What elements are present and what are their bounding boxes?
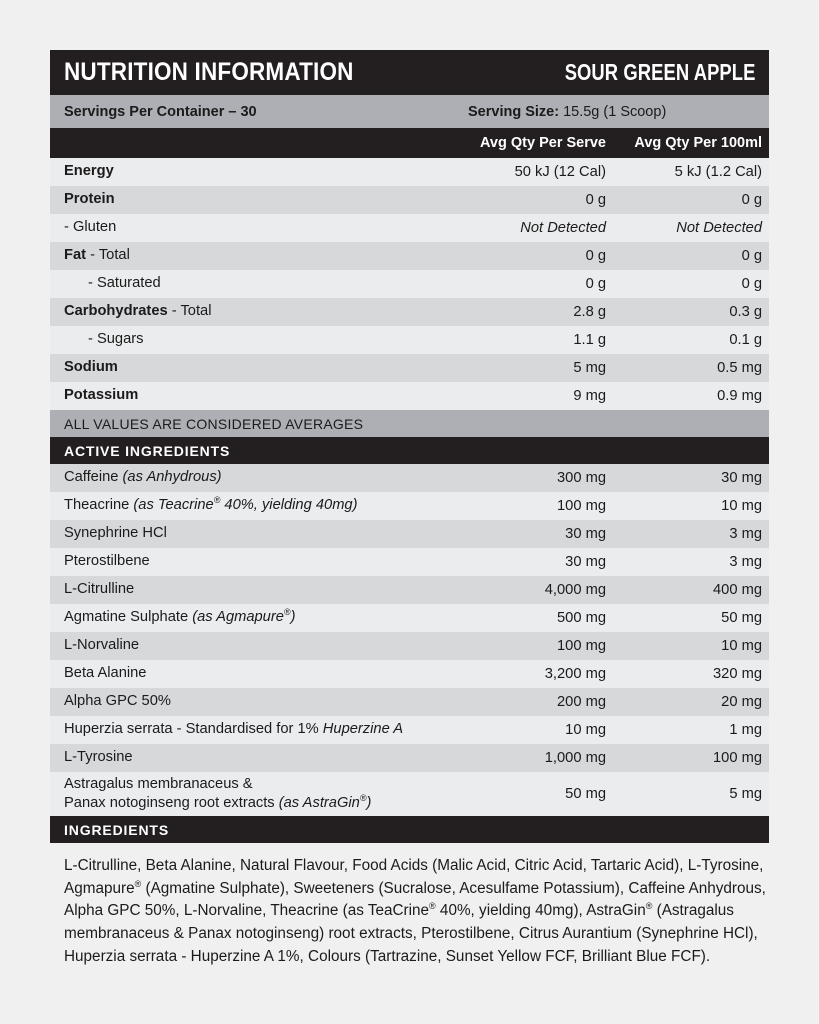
- table-row: [50, 660, 769, 688]
- ingredient-label: Synephrine HCl: [64, 525, 167, 542]
- table-row: [50, 270, 769, 298]
- ingredient-label: L-Tyrosine: [64, 749, 133, 766]
- value-per-serve: 2.8 g: [573, 304, 606, 320]
- value-per-serve: Not Detected: [520, 220, 606, 236]
- servings-band: [50, 95, 769, 128]
- table-row: [50, 604, 769, 632]
- ingredient-label: Theacrine (as Teacrine® 40%, yielding 40mg): [64, 495, 358, 514]
- value-per-100ml: 5 kJ (1.2 Cal): [674, 164, 762, 180]
- table-row: [50, 520, 769, 548]
- value-per-100ml: 3 mg: [729, 526, 762, 542]
- value-per-serve: 1.1 g: [573, 332, 606, 348]
- value-per-100ml: 30 mg: [721, 470, 762, 486]
- value-per-serve: 30 mg: [565, 554, 606, 570]
- column-header-per-100ml: Avg Qty Per 100ml: [634, 135, 762, 151]
- ingredient-label: Caffeine (as Anhydrous): [64, 469, 222, 486]
- value-per-100ml: 1 mg: [729, 722, 762, 738]
- value-per-serve: 30 mg: [565, 526, 606, 542]
- nutrient-label: Sodium: [64, 359, 118, 376]
- nutrient-label: Carbohydrates - Total: [64, 303, 212, 320]
- active-ingredient-rows: [50, 464, 769, 816]
- value-per-serve: 4,000 mg: [544, 582, 606, 598]
- panel-header: [50, 50, 769, 95]
- value-per-100ml: 320 mg: [713, 666, 762, 682]
- value-per-100ml: 10 mg: [721, 498, 762, 514]
- table-row: [50, 576, 769, 604]
- value-per-100ml: 100 mg: [713, 750, 762, 766]
- value-per-serve: 10 mg: [565, 722, 606, 738]
- ingredient-label: L-Citrulline: [64, 581, 135, 598]
- value-per-serve: 50 mg: [565, 786, 606, 802]
- value-per-serve: 0 g: [585, 276, 606, 292]
- table-row: [50, 744, 769, 772]
- nutrient-label: Protein: [64, 191, 115, 208]
- flavour-label: SOUR GREEN APPLE: [564, 59, 755, 85]
- servings-per-container: Servings Per Container – 30: [64, 103, 257, 120]
- table-row: [50, 298, 769, 326]
- value-per-serve: 0 g: [585, 192, 606, 208]
- table-row: [50, 158, 769, 186]
- ingredient-label: Beta Alanine: [64, 665, 147, 682]
- ingredient-label: Astragalus membranaceus & Panax notoginseng root extracts (as AstraGin®): [64, 775, 372, 811]
- nutrient-label: - Sugars: [88, 331, 144, 348]
- value-per-serve: 300 mg: [557, 470, 606, 486]
- value-per-serve: 0 g: [585, 248, 606, 264]
- table-row: [50, 214, 769, 242]
- value-per-serve: 500 mg: [557, 610, 606, 626]
- table-row: [50, 464, 769, 492]
- table-row: [50, 382, 769, 410]
- table-row: [50, 772, 769, 816]
- ingredient-label: Agmatine Sulphate (as Agmapure®): [64, 607, 296, 626]
- value-per-serve: 3,200 mg: [544, 666, 606, 682]
- serving-size-value: 15.5g (1 Scoop): [559, 103, 667, 120]
- table-row: [50, 548, 769, 576]
- column-header-per-serve: Avg Qty Per Serve: [480, 135, 606, 151]
- nutrition-information-panel: [50, 50, 769, 968]
- ingredient-label: Huperzia serrata - Standardised for 1% Huperzine A: [64, 721, 404, 738]
- ingredient-label: L-Norvaline: [64, 637, 140, 654]
- value-per-100ml: 3 mg: [729, 554, 762, 570]
- ingredient-label: Alpha GPC 50%: [64, 693, 171, 710]
- value-per-100ml: 5 mg: [729, 786, 762, 802]
- table-row: [50, 354, 769, 382]
- value-per-serve: 100 mg: [557, 498, 606, 514]
- value-per-serve: 50 kJ (12 Cal): [514, 164, 606, 180]
- table-row: [50, 632, 769, 660]
- nutrient-label: Fat - Total: [64, 247, 130, 264]
- nutrient-label: Energy: [64, 163, 114, 180]
- value-per-100ml: 0.5 mg: [717, 360, 762, 376]
- nutrition-rows: [50, 158, 769, 410]
- value-per-100ml: 0 g: [741, 276, 762, 292]
- active-ingredients-header: ACTIVE INGREDIENTS: [50, 437, 769, 464]
- serving-size: [468, 104, 666, 120]
- page-title: NUTRITION INFORMATION: [64, 58, 354, 86]
- value-per-serve: 9 mg: [573, 388, 606, 404]
- value-per-serve: 100 mg: [557, 638, 606, 654]
- table-row: [50, 716, 769, 744]
- value-per-100ml: 10 mg: [721, 638, 762, 654]
- table-row: [50, 326, 769, 354]
- nutrient-label: - Saturated: [88, 275, 161, 292]
- value-per-100ml: 0.9 mg: [717, 388, 762, 404]
- nutrient-label: - Gluten: [64, 219, 117, 236]
- value-per-100ml: 50 mg: [721, 610, 762, 626]
- ingredients-paragraph: L-Citrulline, Beta Alanine, Natural Flavour, Food Acids (Malic Acid, Citric Acid, Tartaric Acid), L-Tyrosine, Agmapure® (Agmatine Sulphate), Sweeteners (Sucralose, Acesulfame Potassium), Caffeine Anhydrous, Alpha GPC 50%, L-Norvaline, Theacrine (as TeaCrine® 40%, yielding 40mg), AstraGin® (Astragalus membranaceus & Panax notoginseng) root extracts, Pterostilbene, Citrus Aurantium (Synephrine HCl), Huperzia serrata - Huperzine A 1%, Colours (Tartrazine, Sunset Yellow FCF, Brilliant Blue FCF).: [64, 857, 766, 965]
- serving-size-label: Serving Size:: [468, 103, 560, 120]
- value-per-serve: 1,000 mg: [544, 750, 606, 766]
- averages-note: ALL VALUES ARE CONSIDERED AVERAGES: [50, 410, 769, 437]
- value-per-100ml: Not Detected: [676, 220, 762, 236]
- value-per-serve: 5 mg: [573, 360, 606, 376]
- ingredients-header: INGREDIENTS: [50, 816, 769, 843]
- value-per-100ml: 0.1 g: [729, 332, 762, 348]
- table-row: [50, 242, 769, 270]
- value-per-serve: 200 mg: [557, 694, 606, 710]
- nutrient-label: Potassium: [64, 387, 139, 404]
- table-row: [50, 492, 769, 520]
- table-row: [50, 688, 769, 716]
- value-per-100ml: 0 g: [741, 248, 762, 264]
- value-per-100ml: 0 g: [741, 192, 762, 208]
- column-header-bar: [50, 128, 769, 158]
- value-per-100ml: 20 mg: [721, 694, 762, 710]
- ingredient-label: Pterostilbene: [64, 553, 150, 570]
- value-per-100ml: 0.3 g: [729, 304, 762, 320]
- value-per-100ml: 400 mg: [713, 582, 762, 598]
- table-row: [50, 186, 769, 214]
